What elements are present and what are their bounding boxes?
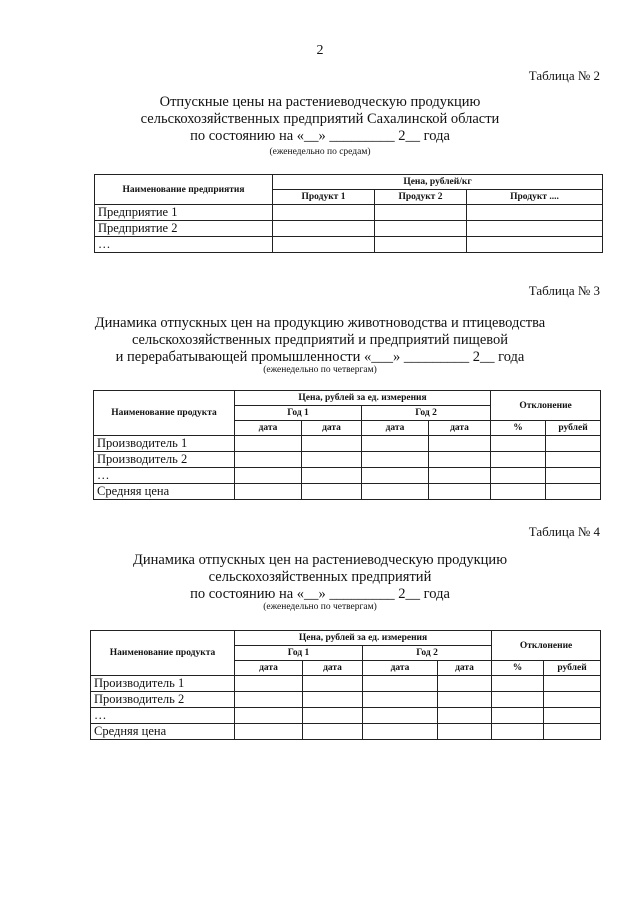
table3-header-year-2: Год 2 (362, 406, 491, 421)
table3-header-name: Наименование продукта (94, 391, 235, 436)
table-cell (491, 484, 546, 500)
table-cell (363, 724, 438, 740)
table3-row-name: Средняя цена (94, 484, 235, 500)
table4-header-year-2: Год 2 (363, 646, 492, 661)
table-row (95, 237, 603, 253)
table-row (95, 205, 603, 221)
page-number: 2 (316, 43, 324, 58)
table4-row-name: Производитель 1 (91, 676, 235, 692)
table-cell (492, 724, 544, 740)
table2-header-price: Цена, рублей/кг (273, 175, 603, 190)
table-cell (303, 692, 363, 708)
table-cell (303, 676, 363, 692)
table3-row-name: … (94, 468, 235, 484)
table4-header-price: Цена, рублей за ед. измерения (235, 631, 492, 646)
table4-title-line-2: сельскохозяйственных предприятий (208, 569, 432, 585)
table3-title-line-1: Динамика отпускных цен на продукцию животноводства и птицеводства (94, 315, 546, 331)
table2-title-line-2: сельскохозяйственных предприятий Сахалинской области (140, 111, 500, 127)
table-row (91, 708, 601, 724)
table-cell (546, 452, 601, 468)
table2-row-name: … (95, 237, 273, 253)
table4-title-line-3: по состоянию на «__» _________ 2__ года (190, 586, 450, 602)
table3 (93, 390, 601, 500)
table-cell (273, 205, 375, 221)
table-cell (362, 452, 429, 468)
table2 (94, 174, 603, 253)
table-cell (302, 468, 362, 484)
table-row (91, 692, 601, 708)
table-cell (438, 724, 492, 740)
table4-header-date: дата (363, 661, 438, 676)
table-cell (429, 484, 491, 500)
table-cell (492, 708, 544, 724)
table-cell (363, 676, 438, 692)
table4-row-name: Производитель 2 (91, 692, 235, 708)
table-cell (235, 708, 303, 724)
table-cell (235, 484, 302, 500)
table-cell (467, 221, 603, 237)
table2-note: (еженедельно по средам) (269, 147, 371, 157)
table2-title-line-1: Отпускные цены на растениеводческую продукцию (159, 94, 481, 110)
table4-title-line-1: Динамика отпускных цен на растениеводческую продукцию (132, 552, 508, 568)
table-row (91, 676, 601, 692)
table3-header-year-1: Год 1 (235, 406, 362, 421)
table-cell (235, 468, 302, 484)
table-cell (544, 676, 601, 692)
table-cell (438, 708, 492, 724)
table-cell (302, 436, 362, 452)
table-cell (429, 468, 491, 484)
table4-header-date: дата (438, 661, 492, 676)
table-cell (546, 468, 601, 484)
table4-header-percent: % (492, 661, 544, 676)
table-row (94, 436, 601, 452)
table-cell (492, 692, 544, 708)
table3-header-price: Цена, рублей за ед. измерения (235, 391, 491, 406)
table-cell (235, 724, 303, 740)
table2-row-name: Предприятие 1 (95, 205, 273, 221)
table-cell (363, 708, 438, 724)
table3-header-deviation: Отклонение (491, 391, 601, 421)
table3-header-date: дата (362, 421, 429, 436)
table4 (90, 630, 601, 740)
table-cell (544, 692, 601, 708)
table4-note: (еженедельно по четвергам) (263, 602, 377, 612)
table-cell (544, 708, 601, 724)
table4-header-rubles: рублей (544, 661, 601, 676)
table-cell (544, 724, 601, 740)
table-cell (438, 692, 492, 708)
table-cell (273, 221, 375, 237)
table-row (91, 724, 601, 740)
table-cell (492, 676, 544, 692)
table2-title-line-3: по состоянию на «__» _________ 2__ года (190, 128, 450, 144)
table-cell (303, 708, 363, 724)
table2-label: Таблица № 2 (528, 68, 600, 83)
table-cell (438, 676, 492, 692)
table4-label: Таблица № 4 (528, 524, 600, 539)
table-cell (491, 468, 546, 484)
table3-row-name: Производитель 2 (94, 452, 235, 468)
table2-header-product-1: Продукт 1 (273, 190, 375, 205)
table3-header-rubles: рублей (546, 421, 601, 436)
table-cell (375, 237, 467, 253)
table-cell (302, 484, 362, 500)
table-cell (303, 724, 363, 740)
table4-header-date: дата (235, 661, 303, 676)
table-cell (363, 692, 438, 708)
table-cell (273, 237, 375, 253)
table-cell (362, 484, 429, 500)
table-cell (546, 436, 601, 452)
table2-row-name: Предприятие 2 (95, 221, 273, 237)
table3-note: (еженедельно по четвергам) (263, 365, 377, 375)
table-row (94, 468, 601, 484)
table-cell (235, 676, 303, 692)
table2-title (80, 94, 560, 145)
table-cell (362, 436, 429, 452)
table2-header-product-n: Продукт .... (467, 190, 603, 205)
table-cell (375, 221, 467, 237)
table4-title (80, 552, 560, 603)
table-cell (235, 692, 303, 708)
table-row (94, 452, 601, 468)
table-cell (467, 237, 603, 253)
table-cell (491, 452, 546, 468)
table3-header-date: дата (302, 421, 362, 436)
table2-header-product-2: Продукт 2 (375, 190, 467, 205)
table-cell (429, 452, 491, 468)
table3-header-percent: % (491, 421, 546, 436)
table3-title-line-2: сельскохозяйственных предприятий и предприятий пищевой (131, 332, 509, 348)
table-cell (467, 205, 603, 221)
table-cell (362, 468, 429, 484)
table4-row-name: … (91, 708, 235, 724)
table4-header-year-1: Год 1 (235, 646, 363, 661)
table-cell (491, 436, 546, 452)
table-row (94, 484, 601, 500)
table4-header-name: Наименование продукта (91, 631, 235, 676)
table4-row-name: Средняя цена (91, 724, 235, 740)
table3-row-name: Производитель 1 (94, 436, 235, 452)
table-cell (429, 436, 491, 452)
table-cell (375, 205, 467, 221)
table4-header-date: дата (303, 661, 363, 676)
table3-label: Таблица № 3 (528, 283, 600, 298)
table-row (95, 221, 603, 237)
table3-title (70, 315, 570, 366)
table2-header-name: Наименование предприятия (95, 175, 273, 205)
table-cell (302, 452, 362, 468)
table-cell (546, 484, 601, 500)
table-cell (235, 436, 302, 452)
table3-header-date: дата (429, 421, 491, 436)
table3-title-line-3: и перерабатывающей промышленности «___» _________ 2__ года (115, 349, 525, 365)
table4-header-deviation: Отклонение (492, 631, 601, 661)
table-cell (235, 452, 302, 468)
table3-header-date: дата (235, 421, 302, 436)
